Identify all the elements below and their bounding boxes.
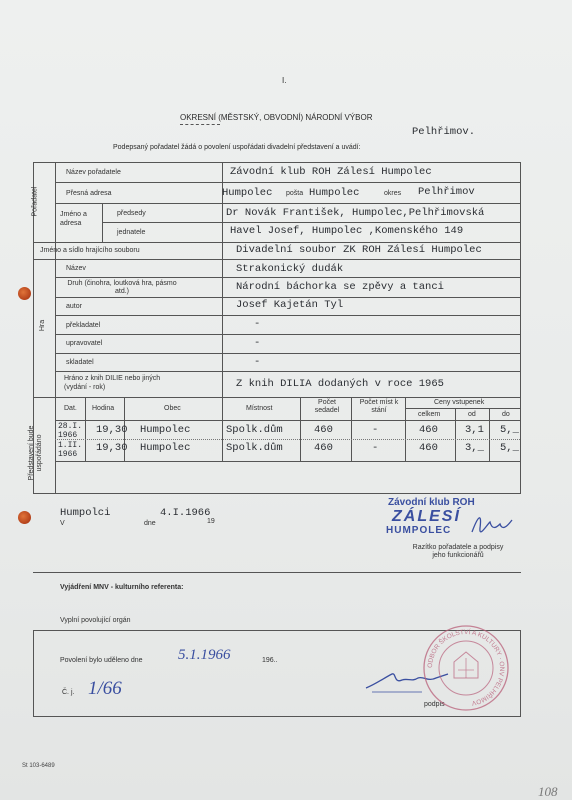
col-line	[85, 397, 86, 461]
row1-sedadel: 460	[314, 424, 333, 436]
sign-date: 4.I.1966	[160, 507, 211, 519]
row-line	[55, 315, 520, 316]
row1-do: 5,_	[500, 424, 519, 436]
value-predsedy: Dr Novák František, Humpolec,Pelhřimovská	[226, 207, 485, 219]
row-line	[55, 334, 520, 335]
label-autor: autor	[66, 303, 82, 310]
col-line	[489, 408, 490, 461]
povoleni-date: 5.1.1966	[178, 647, 231, 663]
row1-stani: -	[372, 424, 379, 436]
label-jmeno-adresa: Jméno a adresa	[60, 211, 87, 227]
label-jednatele: jednatele	[117, 229, 146, 236]
header-celkem: celkem	[418, 411, 441, 418]
value-posta: Humpolec	[309, 187, 360, 199]
label-posta: pošta	[286, 190, 304, 197]
label-predsedy: předsedy	[117, 210, 146, 217]
cj-label: Č. j.	[62, 689, 75, 696]
table-bottom-line	[55, 461, 520, 462]
label-soubor: Jméno a sídlo hrajícího souboru	[40, 247, 140, 254]
header-od: od	[468, 411, 476, 418]
col-line	[300, 397, 301, 461]
side-label-hra: Hra	[39, 319, 47, 332]
value-upravovatel: -	[254, 337, 261, 349]
povoleni-suffix: 196..	[262, 657, 278, 664]
row2-stani: -	[372, 442, 379, 454]
side-label-poradatel: Pořadatel	[31, 186, 39, 217]
row2-obec: Humpolec	[140, 442, 191, 454]
table-right-border	[520, 162, 521, 493]
header-mist-stani: Počet míst k stání	[359, 399, 399, 414]
value-nazev-hry: Strakonický dudák	[236, 263, 344, 275]
value-autor: Josef Kajetán Tyl	[236, 299, 344, 311]
label-prekladatel: překladatel	[66, 322, 101, 329]
label-hrano: Hráno z knih DILIE nebo jiných (vydání - rok)	[64, 375, 161, 391]
table-header-line	[55, 420, 520, 421]
label-druh: Druh (činohra, loutková hra, pásmo atd.)	[67, 280, 177, 295]
header-dat: Dat.	[64, 405, 77, 412]
row1-obec: Humpolec	[140, 424, 191, 436]
col-line	[222, 397, 223, 461]
row2-do: 5,_	[500, 442, 519, 454]
row2-dat: 1.II.1966	[58, 441, 83, 459]
label-nazev-hry: Název	[66, 265, 86, 272]
row1-celkem: 460	[419, 424, 438, 436]
value-jednatele: Havel Josef, Humpolec ,Komenského 149	[230, 225, 464, 237]
row-line	[55, 371, 520, 372]
page-number: 108	[538, 784, 558, 799]
cj-value: 1/66	[88, 678, 122, 699]
table-top-border	[33, 162, 521, 163]
label-upravovatel: upravovatel	[66, 340, 103, 347]
value-soubor: Divadelní soubor ZK ROH Zálesí Humpolec	[236, 244, 482, 256]
organizer-stamp-line1: Závodní klub ROH	[388, 497, 475, 508]
row-line	[55, 182, 520, 183]
row-line	[55, 277, 520, 278]
header-hodina: Hodina	[92, 405, 115, 412]
form-number: I.	[282, 76, 287, 85]
organizer-stamp-caption: Razítko pořadatele a podpisy jeho funkcionářů	[412, 544, 504, 559]
side-column-line	[55, 162, 56, 493]
sign-dne-label: dne	[144, 520, 156, 527]
sign-year-suffix: 19	[207, 518, 215, 525]
row2-sedadel: 460	[314, 442, 333, 454]
table-bottom-border	[33, 493, 521, 494]
side-label-predstaveni: Představení bude uspořádáno	[28, 425, 43, 481]
punch-hole-top	[18, 287, 31, 300]
value-skladatel: -	[254, 356, 261, 368]
row2-hodina: 19,30	[96, 442, 128, 454]
row2-od: 3,_	[465, 442, 484, 454]
sign-v-label: V	[60, 520, 65, 527]
section-line	[33, 397, 520, 398]
official-round-stamp	[420, 622, 512, 714]
row-line	[55, 353, 520, 354]
organizer-stamp-line2: ZÁLESÍ	[392, 508, 461, 525]
ceny-split-line	[405, 408, 520, 409]
label-adresa: Přesná adresa	[66, 190, 112, 197]
header-do: do	[502, 411, 510, 418]
section-line	[33, 242, 520, 243]
authority-title: OKRESNÍ (MĚSTSKÝ, OBVODNÍ) NÁRODNÍ VÝBOR	[180, 113, 373, 122]
value-druh: Národní báchorka se zpěvy a tanci	[236, 281, 444, 293]
col-line	[351, 397, 352, 461]
value-adresa-mesto: Humpolec	[222, 187, 273, 199]
podpis-label: podpis	[424, 701, 445, 708]
label-skladatel: skladatel	[66, 359, 94, 366]
row1-od: 3,1	[465, 424, 484, 436]
col-line	[405, 397, 406, 461]
official-stamp-ring-text: ODBOR ŠKOLSTVÍ A KULTURY · ONV PELHŘIMOV	[426, 628, 506, 707]
punch-hole-bottom	[18, 511, 31, 524]
row-divider	[55, 439, 520, 440]
value-prekladatel: -	[254, 318, 261, 330]
label-okres: okres	[384, 190, 402, 197]
organizer-stamp-line3: HUMPOLEC	[386, 525, 452, 536]
povoleni-label: Povolení bylo uděleno dne	[60, 657, 143, 664]
row2-mistnost: Spolk.dům	[226, 442, 283, 454]
vyplni-label: Vyplní povolující orgán	[60, 617, 131, 624]
section-line	[33, 259, 520, 260]
value-okres: Pelhřimov	[418, 186, 475, 198]
col-line	[455, 408, 456, 461]
header-ceny: Ceny vstupenek	[434, 399, 485, 406]
label-nazev-poradatele: Název pořadatele	[66, 169, 121, 176]
row-line	[55, 203, 520, 204]
signature-section-line	[33, 572, 521, 573]
authority-place: Pelhřimov.	[412, 126, 476, 138]
row-line	[102, 222, 520, 223]
title-underline	[180, 124, 220, 125]
value-hrano: Z knih DILIA dodaných v roce 1965	[236, 378, 444, 390]
intro-text: Podepsaný pořadatel žádá o povolení uspořádati divadelní představení a uvádí:	[113, 144, 361, 151]
row-line	[55, 297, 520, 298]
sign-place: Humpolci	[60, 507, 111, 519]
mnv-label: Vyjádření MNV - kulturního referenta:	[60, 584, 184, 591]
row1-hodina: 19,30	[96, 424, 128, 436]
form-code: St 103-6489	[22, 763, 55, 769]
header-sedadel: Počet sedadel	[314, 399, 340, 414]
row1-dat: 28.I.1966	[58, 422, 83, 440]
row2-celkem: 460	[419, 442, 438, 454]
value-nazev-poradatele: Závodní klub ROH Zálesí Humpolec	[230, 166, 432, 178]
organizer-signature	[468, 508, 518, 542]
header-mistnost: Místnost	[246, 405, 273, 412]
header-obec: Obec	[164, 405, 181, 412]
row1-mistnost: Spolk.dům	[226, 424, 283, 436]
